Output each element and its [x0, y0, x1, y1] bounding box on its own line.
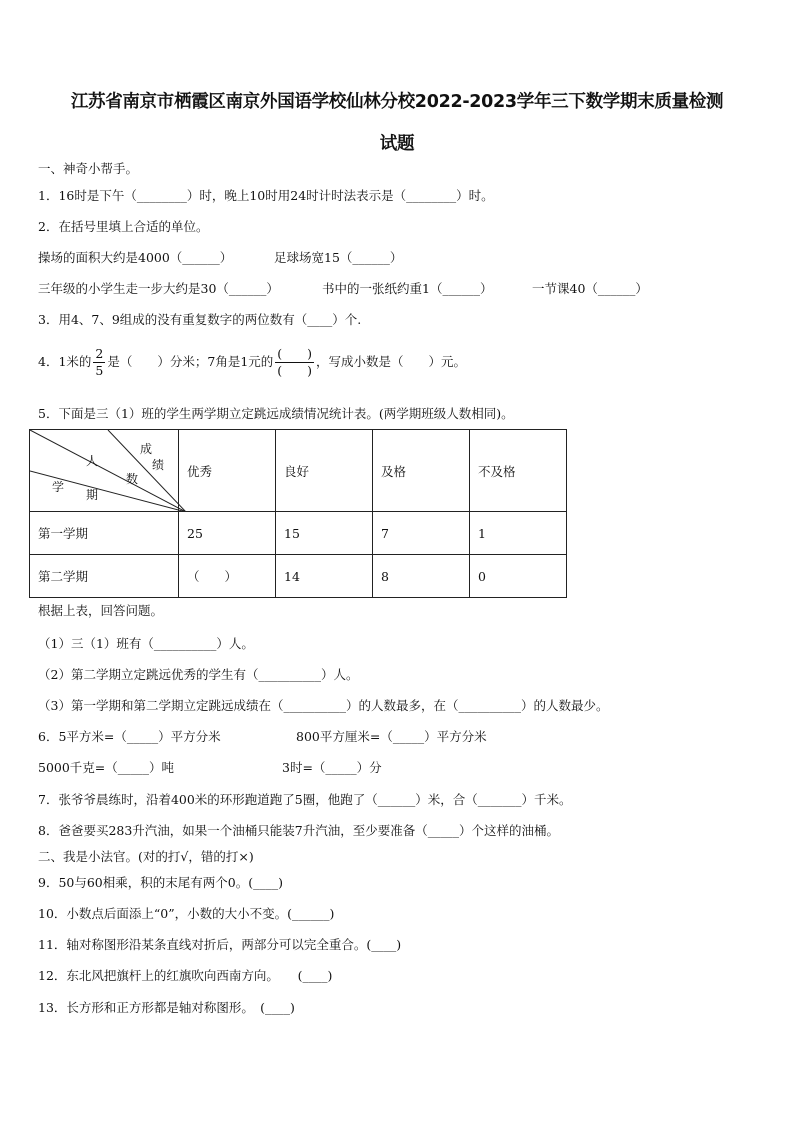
question-6c: 5000千克=（_____）吨 [38, 760, 175, 775]
cell-value: 7 [373, 512, 470, 555]
question-4-middle: 是（ ）分米；7角是1元的 [107, 354, 274, 369]
question-6d: 3时=（_____）分 [282, 760, 382, 775]
fraction-blank-numerator: ( ) [277, 346, 313, 361]
question-5-1: （1）三（1）班有（__________）人。 [38, 636, 254, 651]
question-1: 1．16时是下午（________）时，晚上10时用24时计时法表示是（________）时。 [38, 188, 494, 203]
question-6b: 800平方厘米=（_____）平方分米 [296, 729, 487, 744]
diag-label-qi: 期 [86, 488, 99, 502]
question-5-3: （3）第一学期和第二学期立定跳远成绩在（__________）的人数最多，在（__________）的人数最少。 [38, 698, 609, 713]
header-excellent: 优秀 [179, 430, 276, 512]
cell-value: 1 [470, 512, 567, 555]
page-title-line1: 江苏省南京市栖霞区南京外国语学校仙林分校2022-2023学年三下数学期末质量检测 [70, 92, 724, 112]
question-2a: 操场的面积大约是4000（______） [38, 250, 233, 265]
question-5-intro: 根据上表，回答问题。 [38, 603, 164, 618]
question-5-2: （2）第二学期立定跳远优秀的学生有（__________）人。 [38, 667, 359, 682]
cell-value: 8 [373, 555, 470, 598]
diag-label-cheng: 成 [140, 442, 153, 456]
table-header-row [30, 430, 567, 512]
header-good: 良好 [276, 430, 373, 512]
header-pass: 及格 [373, 430, 470, 512]
question-9: 9．50与60相乘，积的末尾有两个0。(____) [38, 875, 283, 890]
diag-label-xue: 学 [52, 480, 65, 494]
question-10: 10．小数点后面添上“0”，小数的大小不变。(______) [38, 906, 335, 921]
row-label: 第二学期 [30, 555, 179, 598]
row-label: 第一学期 [30, 512, 179, 555]
cell-value: （ ） [179, 555, 276, 598]
question-11: 11．轴对称图形沿某条直线对折后，两部分可以完全重合。(____) [38, 937, 402, 952]
question-6a: 6．5平方米=（_____）平方分米 [38, 729, 221, 744]
question-4 [38, 346, 466, 379]
question-2e: 一节课40（______） [532, 281, 648, 296]
fraction-numerator: 2 [95, 346, 104, 361]
fraction-two-fifths [93, 346, 105, 379]
jump-stats-table [29, 429, 567, 598]
cell-value: 14 [276, 555, 373, 598]
question-3: 3．用4、7、9组成的没有重复数字的两位数有（____）个. [38, 312, 362, 327]
table-row [30, 555, 567, 598]
diag-label-shu: 数 [126, 472, 139, 486]
cell-value: 0 [470, 555, 567, 598]
cell-value: 25 [179, 512, 276, 555]
fraction-denominator: 5 [95, 363, 104, 378]
question-7: 7．张爷爷晨练时，沿着400米的环形跑道跑了5圈，他跑了（______）米，合（_______）千米。 [38, 792, 572, 807]
fraction-blank [275, 346, 314, 379]
section1-heading: 一、神奇小帮手。 [38, 161, 139, 176]
question-5: 5．下面是三（1）班的学生两学期立定跳远成绩情况统计表。(两学期班级人数相同)。 [38, 406, 514, 421]
table-diagonal-header [30, 430, 179, 512]
header-fail: 不及格 [470, 430, 567, 512]
question-2b: 足球场宽15（______） [274, 250, 403, 265]
question-4-prefix: 4．1米的 [38, 354, 92, 369]
question-8: 8．爸爸要买283升汽油，如果一个油桶只能装7升汽油，至少要准备（_____）个这样的油桶。 [38, 823, 560, 838]
table-row [30, 512, 567, 555]
question-4-suffix: ，写成小数是（ ）元。 [316, 354, 467, 369]
question-13: 13．长方形和正方形都是轴对称图形。 (____) [38, 1000, 295, 1015]
page-title-line2: 试题 [379, 134, 415, 154]
question-2: 2．在括号里填上合适的单位。 [38, 219, 209, 234]
question-12: 12．东北风把旗杆上的红旗吹向西南方向。 (____) [38, 968, 333, 983]
cell-value: 15 [276, 512, 373, 555]
question-2d: 书中的一张纸约重1（______） [322, 281, 493, 296]
diag-label-ren: 人 [86, 454, 99, 468]
fraction-blank-denominator: ( ) [277, 363, 313, 378]
diag-label-ji: 绩 [152, 458, 165, 472]
question-2c: 三年级的小学生走一步大约是30（______） [38, 281, 279, 296]
section2-heading: 二、我是小法官。(对的打√，错的打×) [38, 849, 254, 864]
